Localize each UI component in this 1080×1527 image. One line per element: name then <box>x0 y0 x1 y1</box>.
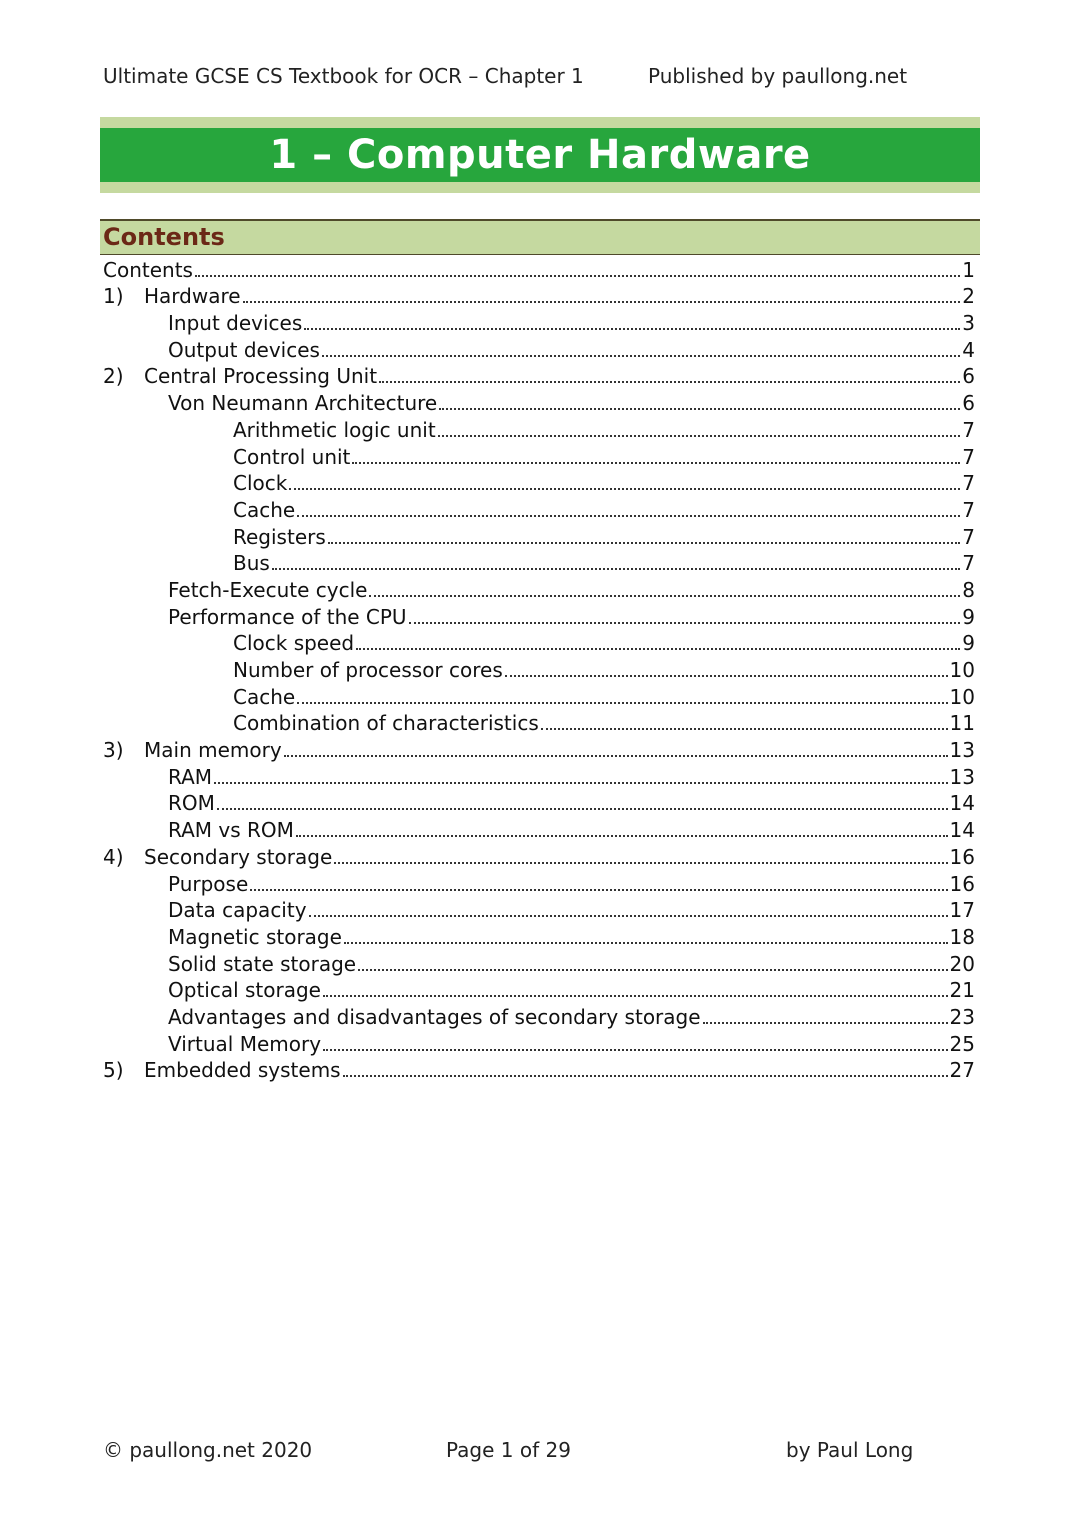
header-left: Ultimate GCSE CS Textbook for OCR – Chapter 1 <box>103 64 584 88</box>
toc-dot-leader <box>369 595 960 597</box>
toc-dot-leader <box>409 622 961 624</box>
toc-dot-leader <box>214 782 948 784</box>
toc-dot-leader <box>439 408 960 410</box>
toc-entry[interactable] <box>103 308 975 335</box>
toc-page-number: 7 <box>962 444 975 469</box>
toc-entry[interactable] <box>103 282 975 309</box>
toc-dot-leader <box>356 648 960 650</box>
toc-label: Central Processing Unit <box>144 364 378 389</box>
toc-label: ROM <box>168 791 215 816</box>
toc-dot-leader <box>304 328 960 330</box>
toc-entry[interactable] <box>103 682 975 709</box>
toc-dot-leader <box>334 862 947 864</box>
toc-label: Optical storage <box>168 978 321 1003</box>
toc-dot-leader <box>289 488 960 490</box>
toc-dot-leader <box>343 1075 948 1077</box>
toc-page-number: 18 <box>949 924 975 949</box>
toc-entry[interactable] <box>103 976 975 1003</box>
toc-label: Number of processor cores <box>233 658 503 682</box>
toc-entry[interactable] <box>103 842 975 869</box>
footer-author: by Paul Long <box>786 1438 914 1462</box>
toc-label: Performance of the CPU <box>168 604 407 629</box>
toc-entry[interactable] <box>103 388 975 415</box>
toc-dot-leader <box>195 275 960 277</box>
toc-page-number: 2 <box>962 284 975 309</box>
toc-label: Bus <box>233 551 270 576</box>
toc-page-number: 10 <box>949 684 975 709</box>
toc-page-number: 6 <box>962 391 975 416</box>
toc-dot-leader <box>541 728 948 730</box>
toc-dot-leader <box>250 889 947 891</box>
toc-page-number: 25 <box>949 1031 975 1056</box>
toc-page-number: 7 <box>962 417 975 442</box>
toc-dot-leader <box>284 755 948 757</box>
toc-entry[interactable] <box>103 362 975 389</box>
toc-label: Control unit <box>233 444 351 469</box>
toc-dot-leader <box>243 301 961 303</box>
toc-dot-leader <box>322 355 960 357</box>
table-of-contents <box>103 255 975 1082</box>
toc-page-number: 21 <box>949 978 975 1003</box>
toc-entry[interactable] <box>103 762 975 789</box>
toc-number: 1) <box>103 284 124 309</box>
toc-label: RAM vs ROM <box>168 818 294 843</box>
toc-entry[interactable] <box>103 335 975 362</box>
toc-label: Clock speed <box>233 631 355 656</box>
toc-page-number: 10 <box>949 658 975 682</box>
toc-entry[interactable] <box>103 949 975 976</box>
toc-entry[interactable] <box>103 896 975 923</box>
toc-entry[interactable] <box>103 469 975 496</box>
toc-page-number: 23 <box>949 1004 975 1029</box>
toc-label: Secondary storage <box>144 844 333 869</box>
toc-dot-leader <box>438 435 961 437</box>
header-right: Published by paullong.net <box>648 64 908 88</box>
toc-page-number: 16 <box>949 844 975 869</box>
toc-page-number: 11 <box>949 711 975 736</box>
toc-entry[interactable] <box>103 735 975 762</box>
toc-entry[interactable] <box>103 1056 975 1083</box>
toc-entry[interactable] <box>103 815 975 842</box>
toc-dot-leader <box>296 835 948 837</box>
toc-label: Cache <box>233 684 296 709</box>
toc-page-number: 1 <box>962 257 975 282</box>
toc-label: Purpose <box>168 871 249 896</box>
toc-label: Arithmetic logic unit <box>233 417 436 442</box>
toc-label: Advantages and disadvantages of secondary storage <box>168 1004 701 1029</box>
toc-number: 3) <box>103 738 124 763</box>
toc-page-number: 20 <box>949 951 975 976</box>
contents-heading: Contents <box>103 223 225 251</box>
toc-page-number: 7 <box>962 471 975 496</box>
toc-number: 2) <box>103 364 124 389</box>
toc-dot-leader <box>272 568 960 570</box>
toc-label: Registers <box>233 524 326 549</box>
toc-dot-leader <box>505 675 948 677</box>
toc-dot-leader <box>703 1022 948 1024</box>
toc-label: Embedded systems <box>144 1058 341 1083</box>
toc-label: Cache <box>233 497 296 522</box>
toc-entry[interactable] <box>103 789 975 816</box>
toc-page-number: 8 <box>962 577 975 602</box>
toc-dot-leader <box>352 462 960 464</box>
toc-page-number: 14 <box>949 791 975 816</box>
toc-label: Virtual Memory <box>168 1031 322 1056</box>
toc-dot-leader <box>323 995 948 997</box>
footer-copyright: © paullong.net 2020 <box>103 1438 313 1462</box>
toc-dot-leader <box>309 915 948 917</box>
toc-entry[interactable] <box>103 709 975 736</box>
toc-entry[interactable] <box>103 1002 975 1029</box>
toc-entry[interactable] <box>103 869 975 896</box>
toc-label: Output devices <box>168 337 320 362</box>
toc-page-number: 27 <box>949 1058 975 1083</box>
toc-label: Solid state storage <box>168 951 357 976</box>
toc-page-number: 13 <box>949 738 975 763</box>
toc-dot-leader <box>297 515 960 517</box>
toc-entry[interactable] <box>103 629 975 656</box>
toc-page-number: 9 <box>962 604 975 629</box>
toc-label: Von Neumann Architecture <box>168 391 438 416</box>
toc-page-number: 7 <box>962 524 975 549</box>
toc-label: Main memory <box>144 738 282 763</box>
toc-page-number: 3 <box>962 311 975 336</box>
toc-label: Fetch-Execute cycle <box>168 577 368 602</box>
toc-page-number: 4 <box>962 337 975 362</box>
toc-dot-leader <box>379 381 960 383</box>
toc-page-number: 7 <box>962 497 975 522</box>
toc-label: Magnetic storage <box>168 924 342 949</box>
toc-entry[interactable] <box>103 655 975 682</box>
page-title: 1 – Computer Hardware <box>269 132 811 178</box>
toc-dot-leader <box>358 969 947 971</box>
toc-page-number: 9 <box>962 631 975 656</box>
toc-dot-leader <box>217 808 948 810</box>
toc-label: RAM <box>168 764 213 789</box>
toc-dot-leader <box>344 942 948 944</box>
toc-page-number: 7 <box>962 551 975 576</box>
toc-page-number: 14 <box>949 818 975 843</box>
toc-entry[interactable] <box>103 522 975 549</box>
toc-page-number: 17 <box>949 898 975 923</box>
toc-label: Hardware <box>144 284 241 309</box>
toc-dot-leader <box>328 542 961 544</box>
toc-dot-leader <box>297 702 947 704</box>
toc-entry[interactable] <box>103 1029 975 1056</box>
toc-entry[interactable] <box>103 415 975 442</box>
toc-label: Clock <box>233 471 288 496</box>
toc-number: 4) <box>103 844 124 869</box>
toc-entry[interactable] <box>103 549 975 576</box>
contents-heading-bar <box>100 219 980 255</box>
footer-page-number: Page 1 of 29 <box>446 1438 571 1462</box>
toc-label: Combination of characteristics <box>233 711 539 736</box>
toc-entry[interactable] <box>103 495 975 522</box>
toc-page-number: 13 <box>949 764 975 789</box>
toc-entry[interactable] <box>103 442 975 469</box>
toc-number: 5) <box>103 1058 124 1083</box>
toc-label: Data capacity <box>168 898 307 923</box>
toc-entry[interactable] <box>103 602 975 629</box>
toc-page-number: 16 <box>949 871 975 896</box>
toc-page-number: 6 <box>962 364 975 389</box>
toc-entry[interactable] <box>103 575 975 602</box>
toc-label: Input devices <box>168 311 303 336</box>
toc-entry[interactable] <box>103 922 975 949</box>
title-band <box>100 117 980 193</box>
toc-label: Contents <box>103 257 193 282</box>
toc-dot-leader <box>323 1049 948 1051</box>
toc-entry[interactable] <box>103 255 975 282</box>
